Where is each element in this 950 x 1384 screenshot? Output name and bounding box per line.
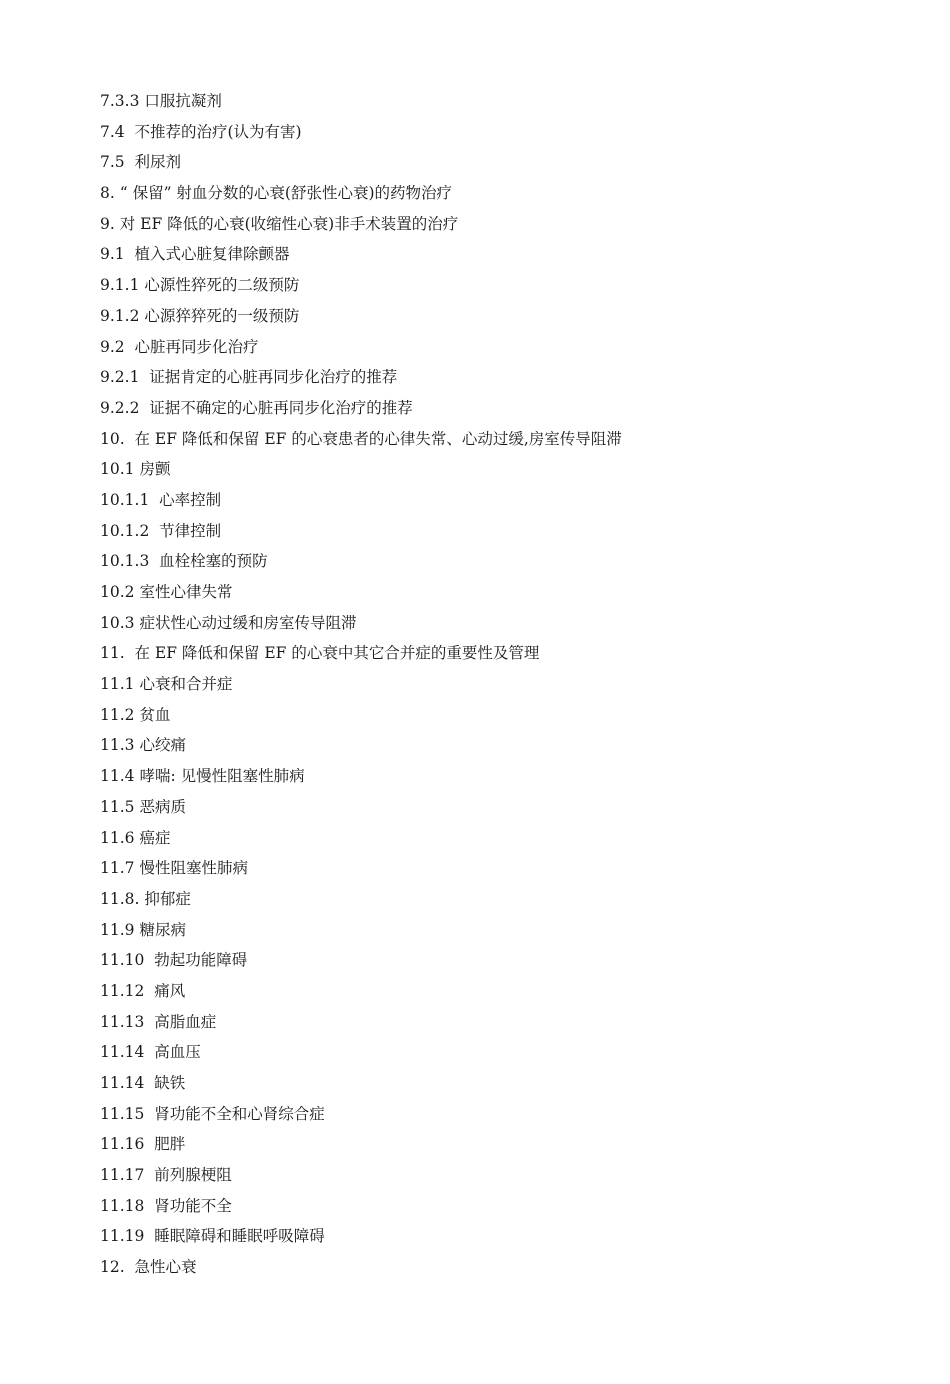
toc-entry: 11.8. 抑郁症 (100, 889, 191, 908)
toc-entry: 10.1 房颤 (100, 460, 171, 479)
toc-entry: 9.2.2 证据不确定的心脏再同步化治疗的推荐 (100, 398, 413, 417)
toc-entry: 10. 在 EF 降低和保留 EF 的心衰患者的心律失常、心动过缓,房室传导阻滞 (100, 429, 622, 448)
toc-entry: 11.14 高血压 (100, 1043, 201, 1062)
toc-entry: 9.1 植入式心脏复律除颤器 (100, 245, 290, 264)
toc-entry: 11.1 心衰和合并症 (100, 675, 233, 694)
toc-entry: 11.19 睡眠障碍和睡眠呼吸障碍 (100, 1227, 325, 1246)
toc-entry: 8. “ 保留” 射血分数的心衰(舒张性心衰)的药物治疗 (100, 184, 453, 203)
toc-entry: 11.3 心绞痛 (100, 736, 186, 755)
table-of-contents (100, 86, 622, 1283)
toc-entry: 11.10 勃起功能障碍 (100, 951, 248, 970)
toc-entry: 10.3 症状性心动过缓和房室传导阻滞 (100, 613, 357, 632)
toc-entry: 7.5 利尿剂 (100, 153, 182, 172)
toc-entry: 10.1.2 节律控制 (100, 521, 222, 540)
toc-entry: 11. 在 EF 降低和保留 EF 的心衰中其它合并症的重要性及管理 (100, 644, 540, 663)
toc-entry: 9.2.1 证据肯定的心脏再同步化治疗的推荐 (100, 368, 398, 387)
toc-entry: 11.15 肾功能不全和心肾综合症 (100, 1104, 325, 1123)
toc-entry: 9. 对 EF 降低的心衰(收缩性心衰)非手术装置的治疗 (100, 214, 459, 233)
toc-entry: 11.5 恶病质 (100, 797, 186, 816)
toc-entry: 11.12 痛风 (100, 981, 186, 1000)
toc-entry: 11.14 缺铁 (100, 1074, 186, 1092)
toc-entry: 11.6 癌症 (100, 828, 171, 847)
toc-entry: 11.9 糖尿病 (100, 920, 186, 939)
toc-entry: 9.1.2 心源猝猝死的一级预防 (100, 306, 300, 325)
toc-entry: 11.13 高脂血症 (100, 1012, 217, 1031)
toc-entry: 10.1.1 心率控制 (100, 490, 222, 509)
toc-entry: 9.2 心脏再同步化治疗 (100, 337, 259, 356)
toc-entry: 12. 急性心衰 (100, 1258, 197, 1277)
toc-entry: 11.18 肾功能不全 (100, 1196, 232, 1215)
toc-entry: 7.4 不推荐的治疗(认为有害) (100, 122, 302, 141)
toc-entry: 9.1.1 心源性猝死的二级预防 (100, 276, 300, 295)
toc-entry: 10.2 室性心律失常 (100, 583, 233, 601)
toc-entry: 7.3.3 口服抗凝剂 (100, 92, 222, 110)
toc-entry: 11.17 前列腺梗阻 (100, 1166, 232, 1185)
toc-entry: 11.16 肥胖 (100, 1135, 186, 1154)
toc-entry: 11.4 哮喘: 见慢性阻塞性肺病 (100, 767, 305, 786)
toc-entry: 11.7 慢性阻塞性肺病 (100, 859, 248, 878)
toc-entry: 11.2 贫血 (100, 705, 171, 724)
toc-entry: 10.1.3 血栓栓塞的预防 (100, 552, 268, 571)
